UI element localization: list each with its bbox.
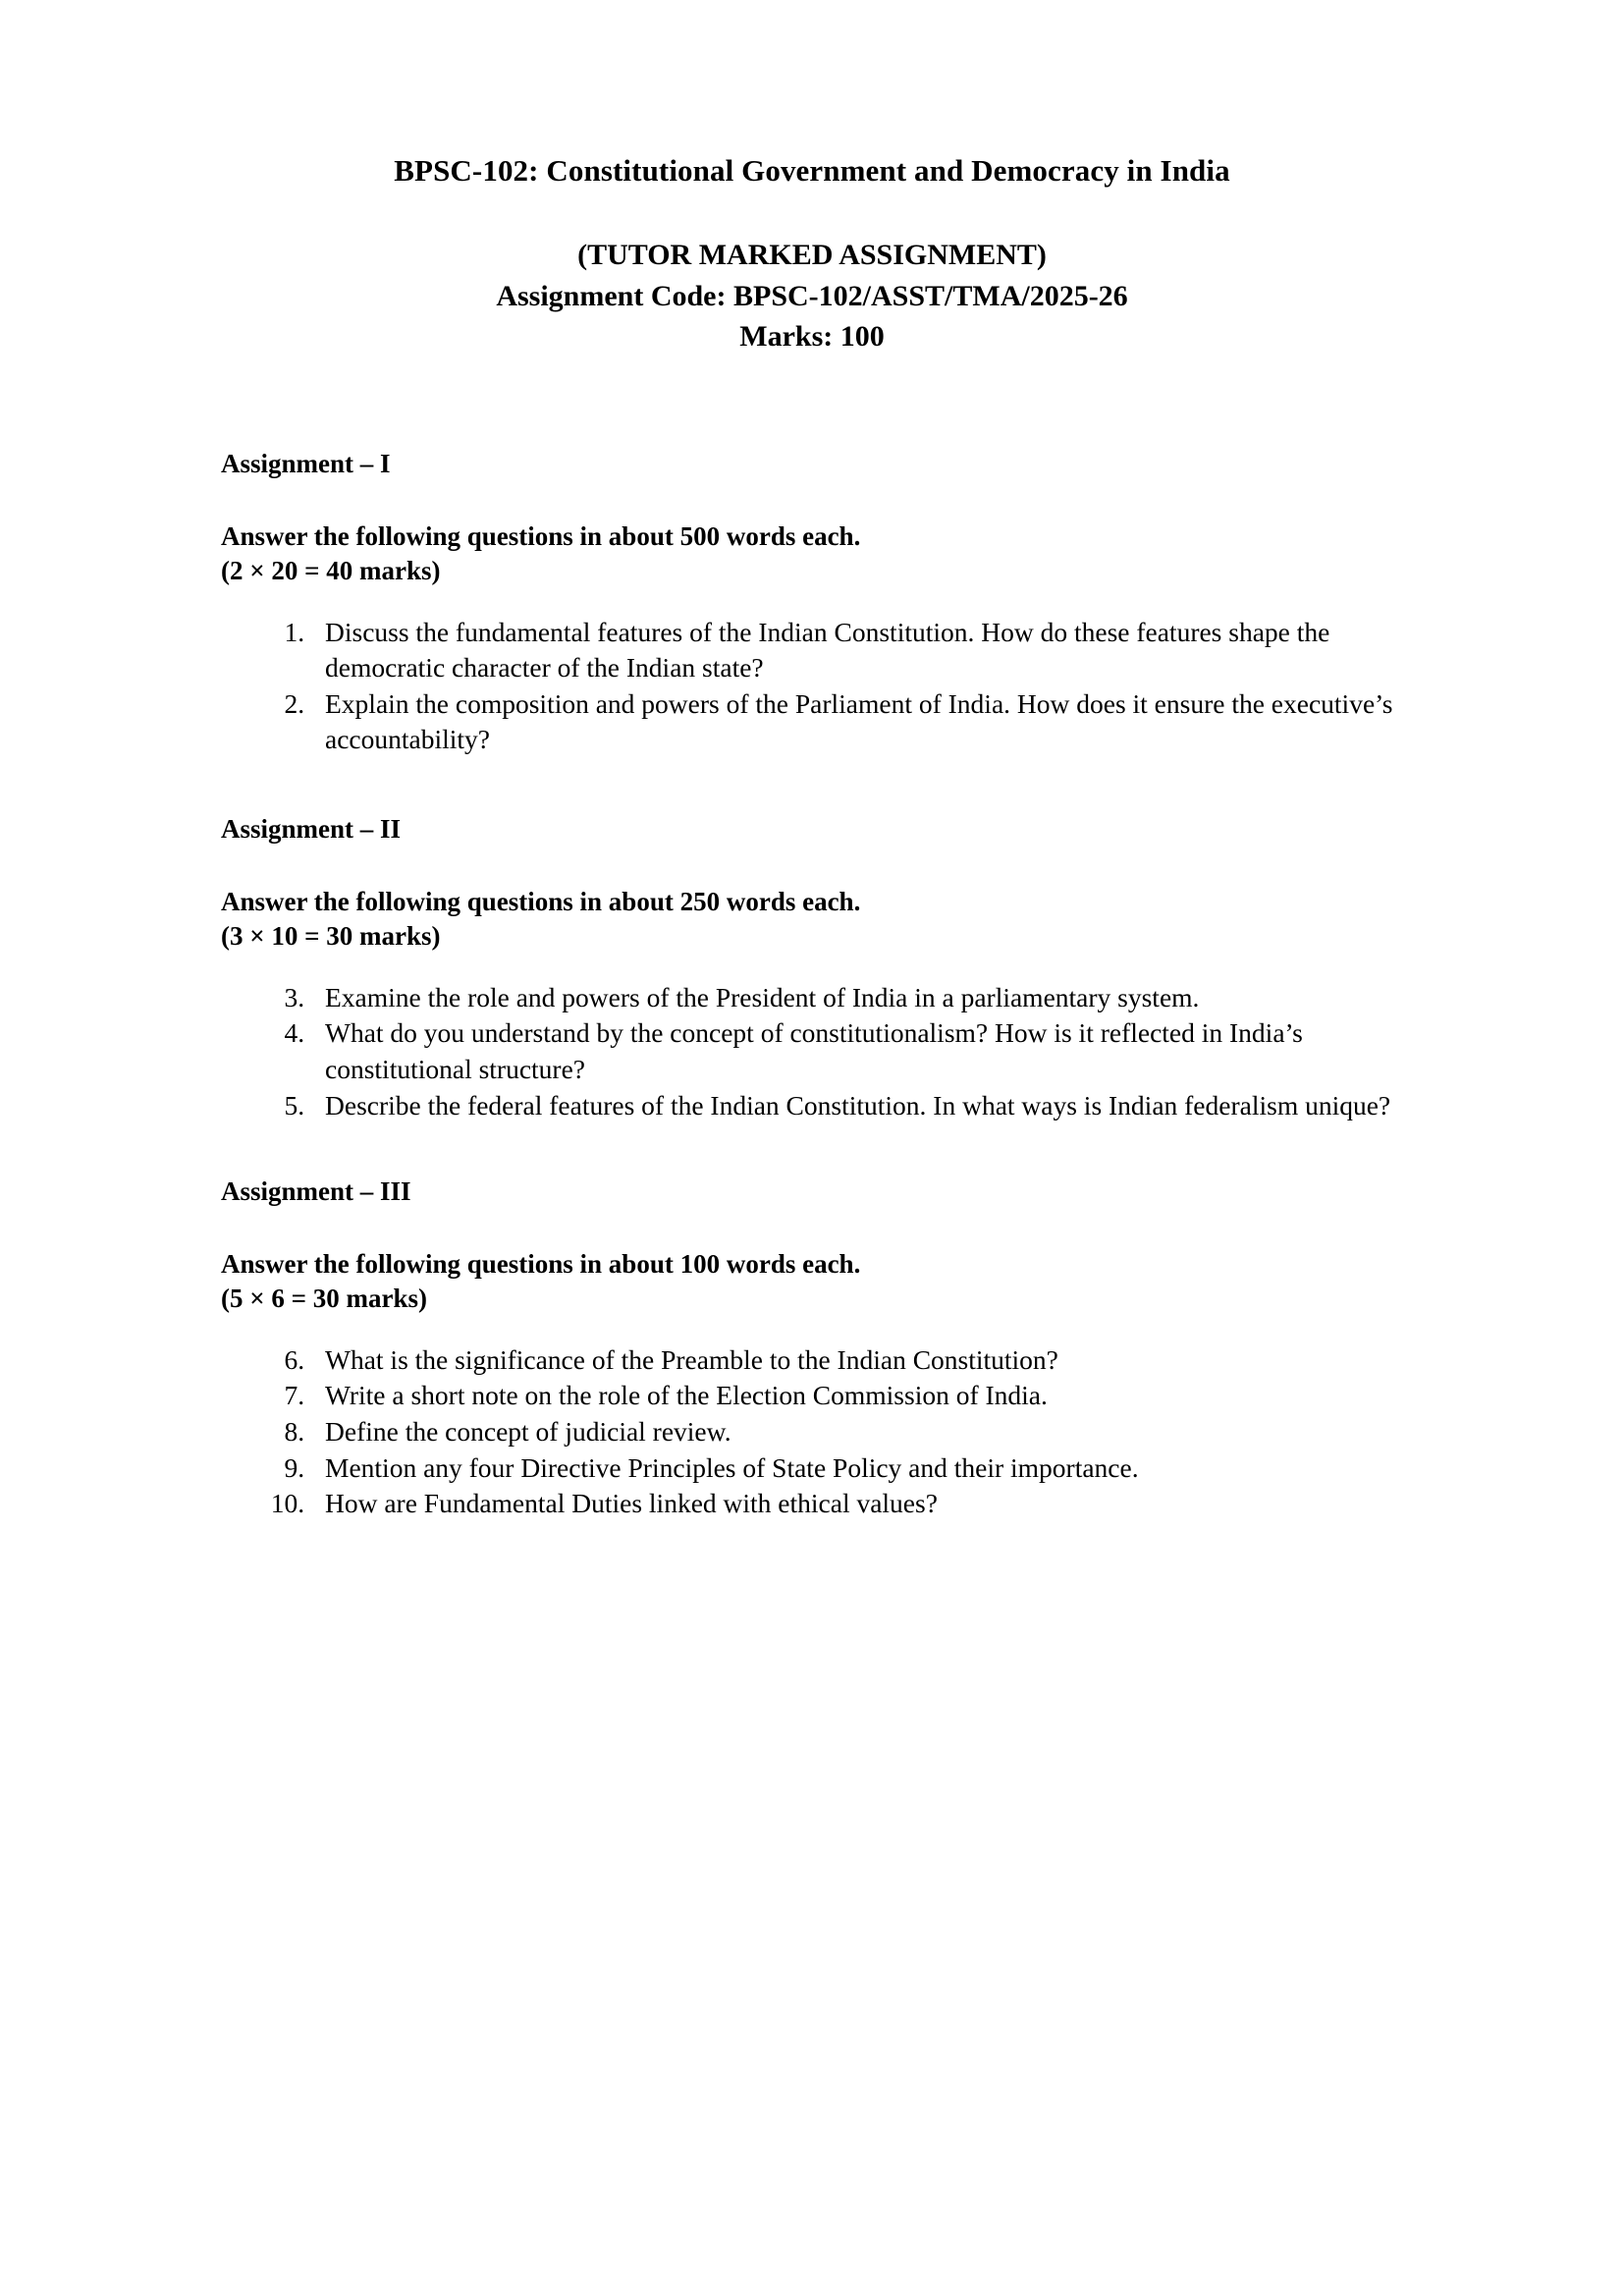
- section-spacer: [221, 758, 1414, 812]
- section-assignment-1: [221, 447, 1414, 758]
- document-header: [0, 152, 1624, 356]
- list-item: 5. Describe the federal features of the Indian Constitution. In what ways is Indian federalism unique?: [311, 1088, 1414, 1124]
- list-item: 9. Mention any four Directive Principles of State Policy and their importance.: [311, 1450, 1414, 1487]
- section-heading-3: Assignment – III: [221, 1176, 411, 1207]
- section-instructions-3: [221, 1247, 1414, 1317]
- instruction-marks-1: (2 × 20 = 40 marks): [221, 556, 441, 586]
- section-heading-1: Assignment – I: [221, 449, 391, 478]
- total-marks-label: Marks: 100: [739, 319, 885, 353]
- instruction-words-2: Answer the following questions in about 250 words each.: [221, 886, 861, 916]
- section-instructions-2: [221, 885, 1414, 955]
- list-item: 6. What is the significance of the Preamble to the Indian Constitution?: [311, 1342, 1414, 1379]
- list-item: 10. How are Fundamental Duties linked with ethical values?: [311, 1486, 1414, 1522]
- list-item: 2. Explain the composition and powers of the Parliament of India. How does it ensure the executive’s accountability?: [311, 686, 1414, 758]
- list-item: 8. Define the concept of judicial review.: [311, 1414, 1414, 1450]
- section-spacer: [221, 1123, 1414, 1175]
- instruction-words-1: Answer the following questions in about 500 words each.: [221, 520, 861, 551]
- page-title: BPSC-102: Constitutional Government and Democracy in India: [394, 153, 1230, 188]
- assignment-code-label: Assignment Code: BPSC-102/ASST/TMA/2025-26: [496, 279, 1128, 312]
- document-subtitle-block: [0, 235, 1624, 356]
- instruction-marks-3: (5 × 6 = 30 marks): [221, 1284, 428, 1314]
- question-list-3: [221, 1342, 1414, 1522]
- section-assignment-2: [221, 812, 1414, 1123]
- assignment-type-label: (TUTOR MARKED ASSIGNMENT): [577, 239, 1047, 272]
- section-heading-2: Assignment – II: [221, 814, 402, 845]
- list-item: 7. Write a short note on the role of the Election Commission of India.: [311, 1378, 1414, 1414]
- instruction-marks-2: (3 × 10 = 30 marks): [221, 921, 441, 952]
- question-list-1: [221, 615, 1414, 758]
- list-item: 3. Examine the role and powers of the President of India in a parliamentary system.: [311, 980, 1414, 1016]
- section-assignment-3: [221, 1175, 1414, 1522]
- list-item: 4. What do you understand by the concept of constitutionalism? How is it reflected in India’s constitutional structure?: [311, 1015, 1414, 1087]
- document-body: [221, 447, 1414, 1522]
- question-list-2: [221, 980, 1414, 1123]
- list-item: 1. Discuss the fundamental features of the Indian Constitution. How do these features shape the democratic character of the Indian state?: [311, 615, 1414, 686]
- instruction-words-3: Answer the following questions in about 100 words each.: [221, 1248, 861, 1279]
- section-instructions-1: [221, 519, 1414, 589]
